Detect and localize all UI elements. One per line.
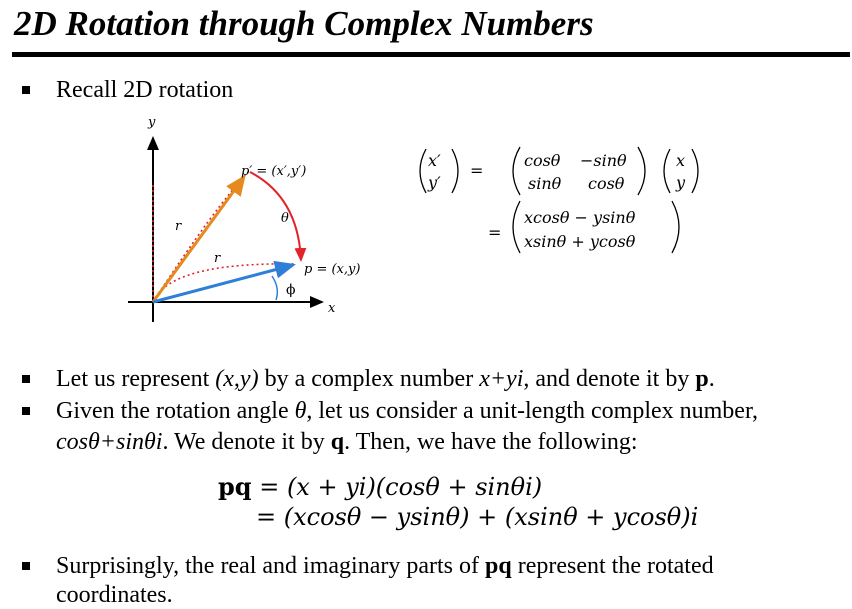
bullet-surprisingly: Surprisingly, the real and imaginary parts of pq represent the rotated [56,553,714,579]
paren [420,149,426,193]
slide-title: 2D Rotation through Complex Numbers [14,4,594,43]
bullet-represent: Let us represent (x,y) by a complex number x+yi, and denote it by p. [56,366,715,392]
paren [664,149,670,193]
paren [638,147,645,195]
pq-equation-line1: pq = (x + yi)(cosθ + sinθi) [218,472,543,501]
rotation-arc [250,172,301,260]
paren [513,147,520,195]
matrix-cell: sinθ [528,174,562,193]
phi-arc [272,276,277,300]
bullet-rotation-angle: Given the rotation angle θ, let us consider a unit-length complex number, [56,398,758,424]
paren [692,149,698,193]
bullet-marker [22,375,30,383]
pq-equation-line2: = (xcosθ − ysinθ) + (xsinθ + ycosθ)i [256,503,699,531]
bullet-recall: Recall 2D rotation [56,77,234,103]
r-label-upper: r [175,219,182,234]
rotation-diagram [120,112,380,332]
equals-sign: = [488,223,502,242]
y-axis-label: y [148,115,156,130]
x-prime: x′ [428,151,441,170]
bullet-rotation-angle-line2: cosθ+sinθi. We denote it by q. Then, we have the following: [56,429,638,455]
r-label-lower: r [214,251,221,266]
rotated-vector-arrow [153,177,244,302]
vector-y: y [676,173,686,192]
bullet-surprisingly-line2: coordinates. [56,582,173,608]
result-row: xcosθ − ysinθ [524,208,636,227]
equals-sign: = [470,161,484,180]
paren [513,201,520,253]
paren [672,201,679,253]
phi-label: ϕ [286,282,296,298]
title-rule [12,52,850,57]
vector-x: x [676,151,686,170]
original-vector-arrow [153,265,293,302]
bullet-marker [22,562,30,570]
paren [452,149,458,193]
p-label: p = (x,y) [304,262,361,277]
theta-label: θ [281,211,289,226]
bullet-marker [22,407,30,415]
bullet-marker [22,86,30,94]
p-prime-label: p′ = (x′,y′) [241,164,307,179]
matrix-cell: cosθ [524,151,561,170]
result-row: xsinθ + ycosθ [524,232,636,251]
matrix-cell: cosθ [588,174,625,193]
matrix-equation [412,145,722,265]
y-prime: y′ [428,173,441,192]
matrix-cell: −sinθ [580,151,627,170]
x-axis-label: x [328,301,336,316]
